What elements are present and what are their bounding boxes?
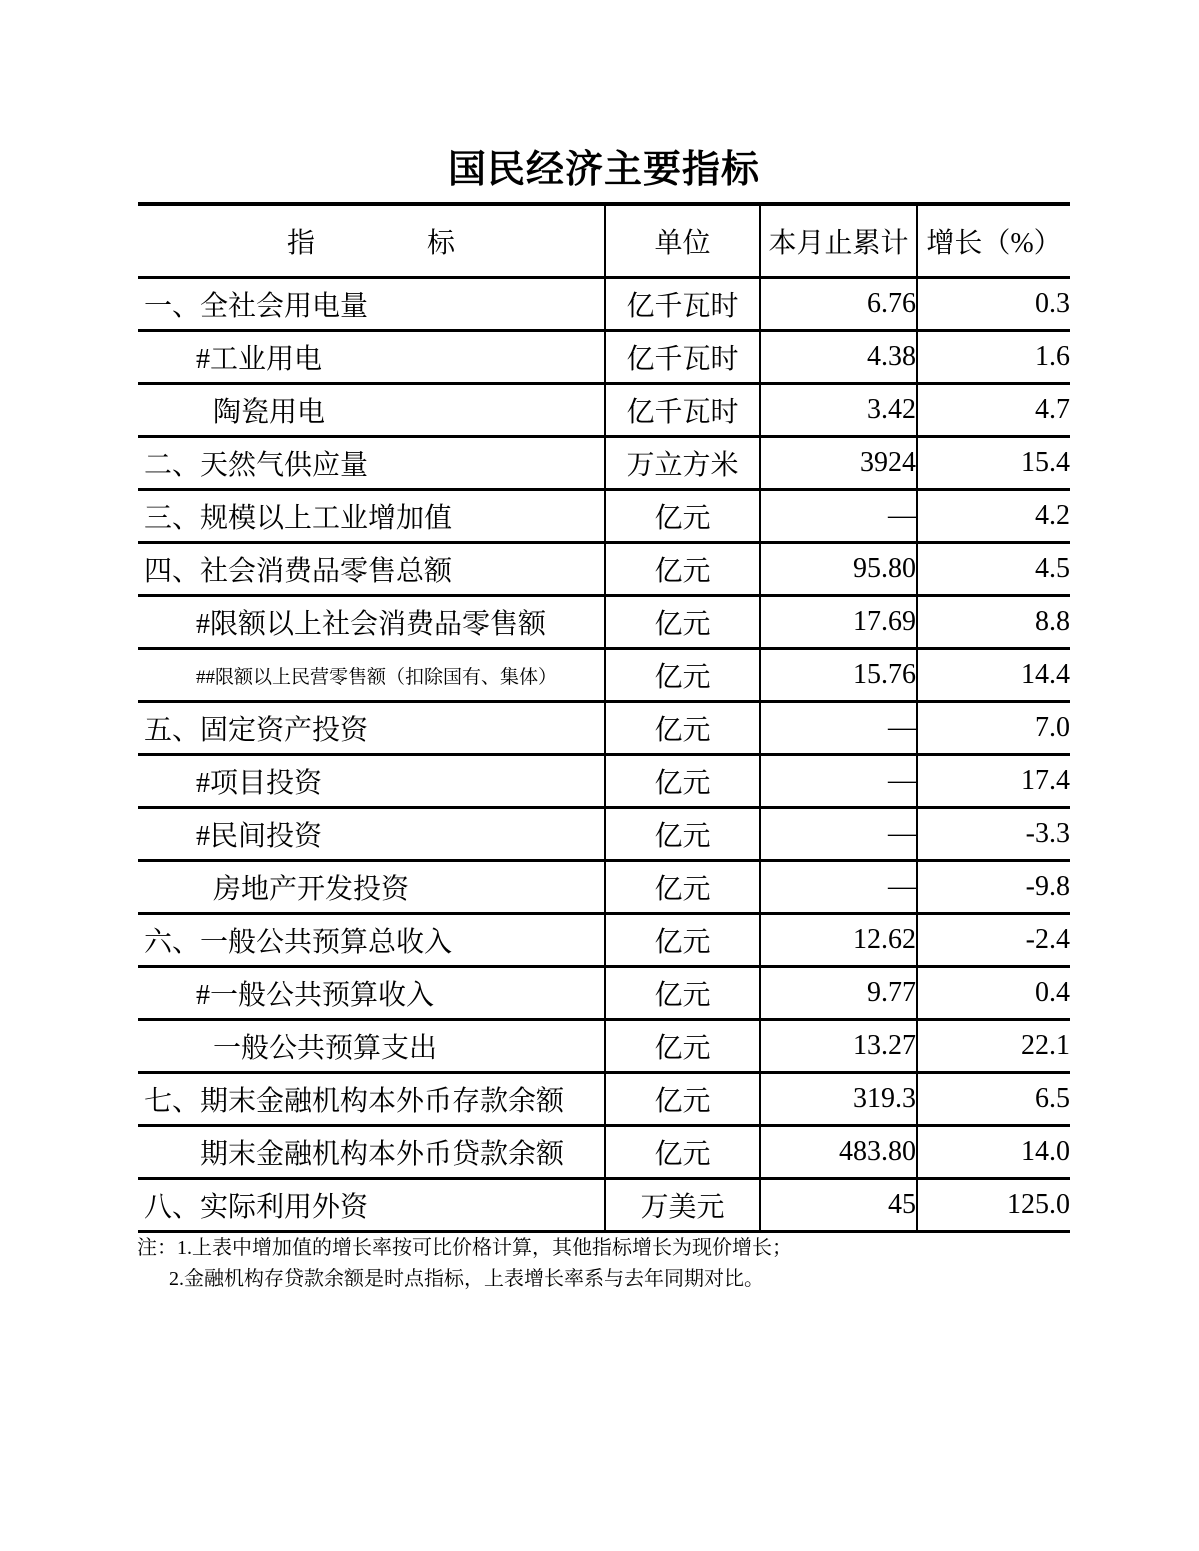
unit-cell: 亿元 (605, 596, 760, 649)
footnotes (137, 1233, 1097, 1295)
indicator-cell: 三、规模以上工业增加值 (144, 503, 453, 534)
unit-cell: 亿元 (605, 1126, 760, 1179)
table-header (138, 204, 1070, 278)
table-row (138, 861, 1070, 914)
growth-value-cell: 4.7 (917, 384, 1070, 437)
unit-cell: 亿元 (605, 861, 760, 914)
growth-value-cell: 4.2 (917, 490, 1070, 543)
cumulative-value-cell: 17.69 (760, 596, 917, 649)
col-header-indicator: 指 标 (286, 228, 455, 259)
table-row (138, 914, 1070, 967)
indicator-cell: 期末金融机构本外币贷款余额 (200, 1139, 565, 1170)
growth-value-cell: 1.6 (917, 331, 1070, 384)
growth-value-cell: 17.4 (917, 755, 1070, 808)
unit-cell: 亿元 (605, 1020, 760, 1073)
unit-cell: 亿元 (605, 543, 760, 596)
indicator-cell: #工业用电 (196, 344, 323, 375)
indicator-cell: 四、社会消费品零售总额 (144, 556, 453, 587)
growth-value-cell: -9.8 (917, 861, 1070, 914)
table-row (138, 702, 1070, 755)
table-row (138, 543, 1070, 596)
table-row (138, 331, 1070, 384)
cumulative-value-cell: — (760, 490, 917, 543)
cumulative-value-cell: 6.76 (760, 278, 917, 331)
table-body (138, 278, 1070, 1232)
table-row (138, 967, 1070, 1020)
cumulative-value-cell: 13.27 (760, 1020, 917, 1073)
header-row (138, 204, 1070, 278)
cumulative-value-cell: 95.80 (760, 543, 917, 596)
indicator-cell: 陶瓷用电 (213, 397, 326, 428)
indicator-cell: #一般公共预算收入 (196, 980, 435, 1011)
growth-value-cell: 8.8 (917, 596, 1070, 649)
growth-value-cell: 0.3 (917, 278, 1070, 331)
cumulative-value-cell: 15.76 (760, 649, 917, 702)
unit-cell: 亿元 (605, 914, 760, 967)
table-row (138, 808, 1070, 861)
cumulative-value-cell: 12.62 (760, 914, 917, 967)
cumulative-value-cell: — (760, 755, 917, 808)
footnote-2: 2.金融机构存贷款余额是时点指标，上表增长率系与去年同期对比。 (169, 1268, 764, 1290)
col-header-unit: 单位 (605, 204, 760, 278)
indicator-cell: 五、固定资产投资 (144, 715, 369, 746)
cumulative-value-cell: — (760, 808, 917, 861)
indicator-cell: 六、一般公共预算总收入 (144, 927, 453, 958)
table-row (138, 1073, 1070, 1126)
unit-cell: 亿千瓦时 (605, 384, 760, 437)
unit-cell: 亿千瓦时 (605, 331, 760, 384)
indicator-cell: ##限额以上民营零售额（扣除国有、集体） (196, 666, 558, 688)
growth-value-cell: 14.4 (917, 649, 1070, 702)
unit-cell: 万立方米 (605, 437, 760, 490)
unit-cell: 万美元 (605, 1179, 760, 1232)
unit-cell: 亿元 (605, 490, 760, 543)
growth-value-cell: 22.1 (917, 1020, 1070, 1073)
cumulative-value-cell: 9.77 (760, 967, 917, 1020)
page-title: 国民经济主要指标 (447, 147, 760, 191)
growth-value-cell: 4.5 (917, 543, 1070, 596)
indicator-cell: 一、全社会用电量 (144, 291, 369, 322)
indicator-cell: 二、天然气供应量 (144, 450, 369, 481)
col-header-cumulative: 本月止累计 (760, 204, 917, 278)
table-row (138, 1179, 1070, 1232)
table-row (138, 1020, 1070, 1073)
growth-value-cell: 6.5 (917, 1073, 1070, 1126)
growth-value-cell: -3.3 (917, 808, 1070, 861)
cumulative-value-cell: 3924 (760, 437, 917, 490)
cumulative-value-cell: 483.80 (760, 1126, 917, 1179)
table-row (138, 490, 1070, 543)
indicator-cell: 房地产开发投资 (213, 874, 410, 905)
unit-cell: 亿元 (605, 702, 760, 755)
indicator-cell: 七、期末金融机构本外币存款余额 (144, 1086, 565, 1117)
table-row (138, 649, 1070, 702)
indicator-cell: #限额以上社会消费品零售额 (196, 609, 547, 640)
growth-value-cell: -2.4 (917, 914, 1070, 967)
cumulative-value-cell: — (760, 861, 917, 914)
table-row (138, 755, 1070, 808)
indicator-cell: #民间投资 (196, 821, 323, 852)
cumulative-value-cell: — (760, 702, 917, 755)
unit-cell: 亿元 (605, 808, 760, 861)
unit-cell: 亿千瓦时 (605, 278, 760, 331)
cumulative-value-cell: 319.3 (760, 1073, 917, 1126)
indicators-table (138, 202, 1070, 1233)
table-row (138, 437, 1070, 490)
table-row (138, 1126, 1070, 1179)
col-header-growth: 增长（%） (917, 204, 1070, 278)
cumulative-value-cell: 4.38 (760, 331, 917, 384)
indicator-cell: #项目投资 (196, 768, 323, 799)
table-row (138, 384, 1070, 437)
cumulative-value-cell: 45 (760, 1179, 917, 1232)
growth-value-cell: 14.0 (917, 1126, 1070, 1179)
growth-value-cell: 125.0 (917, 1179, 1070, 1232)
unit-cell: 亿元 (605, 755, 760, 808)
unit-cell: 亿元 (605, 967, 760, 1020)
unit-cell: 亿元 (605, 1073, 760, 1126)
cumulative-value-cell: 3.42 (760, 384, 917, 437)
footnote-1: 注：1.上表中增加值的增长率按可比价格计算，其他指标增长为现价增长； (137, 1237, 792, 1259)
indicator-cell: 一般公共预算支出 (213, 1033, 438, 1064)
unit-cell: 亿元 (605, 649, 760, 702)
growth-value-cell: 15.4 (917, 437, 1070, 490)
indicator-cell: 八、实际利用外资 (144, 1192, 369, 1223)
growth-value-cell: 0.4 (917, 967, 1070, 1020)
growth-value-cell: 7.0 (917, 702, 1070, 755)
table-row (138, 278, 1070, 331)
table-row (138, 596, 1070, 649)
